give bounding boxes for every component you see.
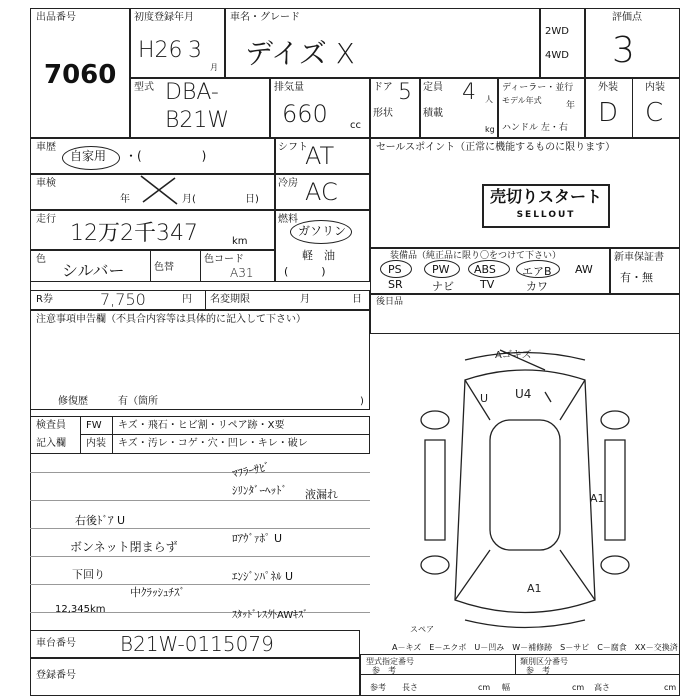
fuel-value: ガソリン (298, 224, 347, 238)
inspector-int: 内装 (86, 438, 106, 449)
lot-number: 7060 (44, 60, 117, 90)
color-change-label: 色替 (154, 262, 174, 273)
hand-note: 右後ﾄﾞｱ U (75, 514, 126, 527)
first-reg-label: 初度登録年月 (134, 12, 194, 23)
ext-value: D (598, 98, 619, 128)
shift-label: シフト (278, 142, 308, 153)
circle-ps (380, 260, 412, 278)
circle-abs (468, 260, 510, 278)
dims-height: 高さ (594, 683, 610, 692)
mileage-label: 走行 (36, 214, 56, 225)
int-value: C (645, 98, 664, 128)
inspector-line2: 記入欄 (36, 438, 66, 449)
ac-label: 冷房 (278, 178, 298, 189)
first-reg-month: 3 (188, 38, 202, 63)
model-line2: B21W (165, 108, 230, 133)
equip-aw: AW (575, 263, 593, 276)
dealer-handle: ハンドル 左・右 (502, 123, 568, 133)
dims-width: 幅 (502, 683, 510, 692)
first-reg-year: H26 (138, 38, 183, 63)
inspector-fw: FW (86, 420, 102, 431)
hand-note: ｴﾝｼﾞﾝﾊﾟﾈﾙ U (232, 570, 294, 583)
dims-length-cm: cm (478, 683, 491, 692)
warranty-label: 新車保証書 (614, 252, 664, 263)
recycle-box (30, 290, 370, 310)
inspector-divider-2 (112, 416, 113, 454)
fuel-label: 燃料 (278, 214, 298, 225)
int-label: 内装 (645, 82, 665, 93)
dealer-label: ディーラー・並行 (502, 83, 574, 93)
model-label: 型式 (134, 82, 154, 93)
dealer-year-unit: 年 (566, 101, 576, 111)
model-line1: DBA- (165, 80, 219, 105)
name-change-month: 月 (300, 294, 310, 305)
inspector-line1: 検査員 (36, 420, 66, 431)
rule-5 (30, 584, 370, 585)
inspector-divider-1 (80, 416, 81, 454)
fuel-light-oil: 軽 油 (302, 249, 335, 262)
hand-note: ｼﾘﾝﾀﾞｰﾍｯﾄﾞ (232, 484, 287, 497)
car-name-value: デイズ X (245, 37, 355, 70)
loading-label: 積載 (423, 108, 443, 119)
diagram-top-note: Aゴキズ (495, 350, 532, 361)
rule-3 (30, 528, 370, 529)
capacity-value: 4 (462, 80, 476, 105)
drive-4wd: 4WD (545, 50, 569, 61)
ext-label: 外装 (598, 82, 618, 93)
recycle-value: 7,750 (100, 290, 146, 309)
sales-label: セールスポイント（正常に機能するものに限ります） (376, 142, 616, 153)
notes-label: 注意事項申告欄（不具合内容等は具体的に記入して下さい） (36, 314, 306, 325)
circle-airbag (516, 260, 560, 278)
equip-sr: SR (388, 278, 403, 291)
car-diagram (405, 340, 645, 640)
repair-value: 有（箇所 (118, 396, 158, 407)
equipment-label: 装備品（純正品に限り〇をつけて下さい） (390, 251, 562, 261)
first-reg-month-unit: 月 (210, 63, 218, 72)
damage-legend: A－キズ E－エクボ U－凹み W－補修跡 S－サビ C－腐食 XX－交換済 (392, 643, 678, 652)
rule-1 (30, 472, 370, 473)
hand-note: 12,345km (55, 604, 106, 615)
sellout-stamp-sub: SELLOUT (516, 210, 576, 220)
diagram-mark: A1 (527, 582, 542, 595)
displacement-unit: cc (350, 120, 361, 131)
shift-value: AT (305, 142, 335, 170)
color-value: シルバー (62, 261, 125, 280)
history-label: 車歴 (36, 142, 56, 153)
color-code-label: 色コード (204, 254, 244, 265)
history-value: 自家用 (70, 149, 107, 163)
inspector-fw-text: キズ・飛石・ヒビ割・リペア跡・X要 (118, 420, 285, 431)
plate-label: 登録番号 (36, 670, 76, 681)
extra-box (370, 294, 680, 334)
color-code-value: A31 (230, 266, 254, 280)
hand-note: ﾛｱｳﾞｧﾎﾟ U (232, 532, 283, 545)
model-spec-ref: 参 考 (372, 666, 396, 675)
dims-width-cm: cm (572, 683, 585, 692)
shape-label: 形状 (373, 108, 393, 119)
inspection-month: 月( (182, 194, 196, 205)
recycle-label: R券 (36, 294, 53, 305)
displacement-value: 660 (282, 100, 328, 128)
lot-label: 出品番号 (36, 12, 76, 23)
equip-navi: ナビ (432, 280, 454, 293)
bottom-divider (515, 654, 516, 674)
mileage-value: 12万2千347 (70, 221, 198, 246)
equip-abs: ABS (474, 263, 496, 276)
doors-label: ドア (373, 82, 393, 93)
name-change-day: 日 (352, 294, 362, 305)
dims-length: 長さ (402, 683, 418, 692)
capacity-label: 定員 (423, 82, 443, 93)
chassis-label: 車台番号 (36, 638, 76, 649)
dims-height-cm: cm (664, 683, 677, 692)
model-spec-label: 型式指定番号 (366, 657, 414, 666)
equip-pw: PW (432, 263, 450, 276)
circle-pw (424, 260, 460, 278)
rule-4 (30, 556, 370, 557)
history-rest: ・( ) (125, 149, 207, 163)
color-divider-1 (150, 250, 151, 282)
equip-tv: TV (480, 278, 495, 291)
mileage-unit: km (232, 236, 248, 247)
ext-int-divider (632, 78, 633, 138)
inspector-mid-line (80, 434, 370, 435)
chassis-value: B21W-0115079 (120, 632, 274, 656)
sellout-stamp (482, 184, 610, 228)
hand-note: ボンネット閉まらず (70, 540, 178, 554)
recycle-divider (205, 290, 206, 310)
dealer-model-year: モデル年式 (502, 96, 542, 105)
score-value: 3 (612, 30, 635, 71)
name-change-label: 名変期限 (210, 294, 250, 305)
capacity-unit: 人 (485, 95, 493, 104)
drive-2wd: 2WD (545, 26, 569, 37)
recycle-unit: 円 (182, 294, 192, 305)
inspection-label: 車検 (36, 178, 56, 189)
hand-note: ｽﾀｯﾄﾞﾚｽ外AWｷｽﾞ (232, 610, 309, 621)
inspector-int-text: キズ・汚レ・コゲ・穴・凹レ・キレ・破レ (118, 438, 308, 449)
drive-box (540, 8, 585, 78)
ac-value: AC (305, 178, 338, 206)
color-label: 色 (36, 254, 46, 265)
warranty-value: 有・無 (620, 271, 653, 284)
hand-note: 下回り (72, 568, 105, 581)
displacement-label: 排気量 (274, 82, 304, 93)
car-name-label: 車名・グレード (230, 12, 300, 23)
class-label: 類別区分番号 (520, 657, 568, 666)
hand-note: 中ｸﾗｯｼｭﾁｽﾞ (130, 586, 185, 599)
bottom-mid-line (360, 674, 680, 675)
equip-airbag: エアB (522, 265, 552, 278)
class-ref: 参 考 (526, 666, 550, 675)
sellout-stamp-text: 売切りスタート (490, 187, 603, 206)
diagram-spare: スペア (410, 625, 434, 634)
dims-ref: 参考 (370, 683, 386, 692)
hand-note: ﾏﾌﾗｰｻﾋﾞ (231, 460, 272, 481)
hand-note: 液漏れ (305, 488, 338, 501)
extra-label: 後日品 (376, 297, 404, 307)
diagram-mark: A1 (590, 492, 605, 505)
score-label: 評価点 (612, 12, 642, 23)
doors-value: 5 (398, 80, 412, 105)
diagram-mark: U (480, 392, 489, 405)
loading-unit: kg (485, 125, 495, 134)
plate-box (30, 658, 360, 696)
diagram-mark: U4 (515, 387, 532, 401)
fuel-paren: ( ) (284, 265, 326, 278)
inspection-year: 年 (120, 194, 130, 205)
inspection-day: 日) (245, 194, 259, 205)
inspection-cross-mark (135, 172, 185, 208)
equip-ps: PS (388, 263, 402, 276)
repair-label: 修復歴 (58, 396, 88, 407)
equip-leather: カワ (526, 280, 548, 293)
color-divider-2 (200, 250, 201, 282)
repair-close: ) (360, 396, 364, 407)
